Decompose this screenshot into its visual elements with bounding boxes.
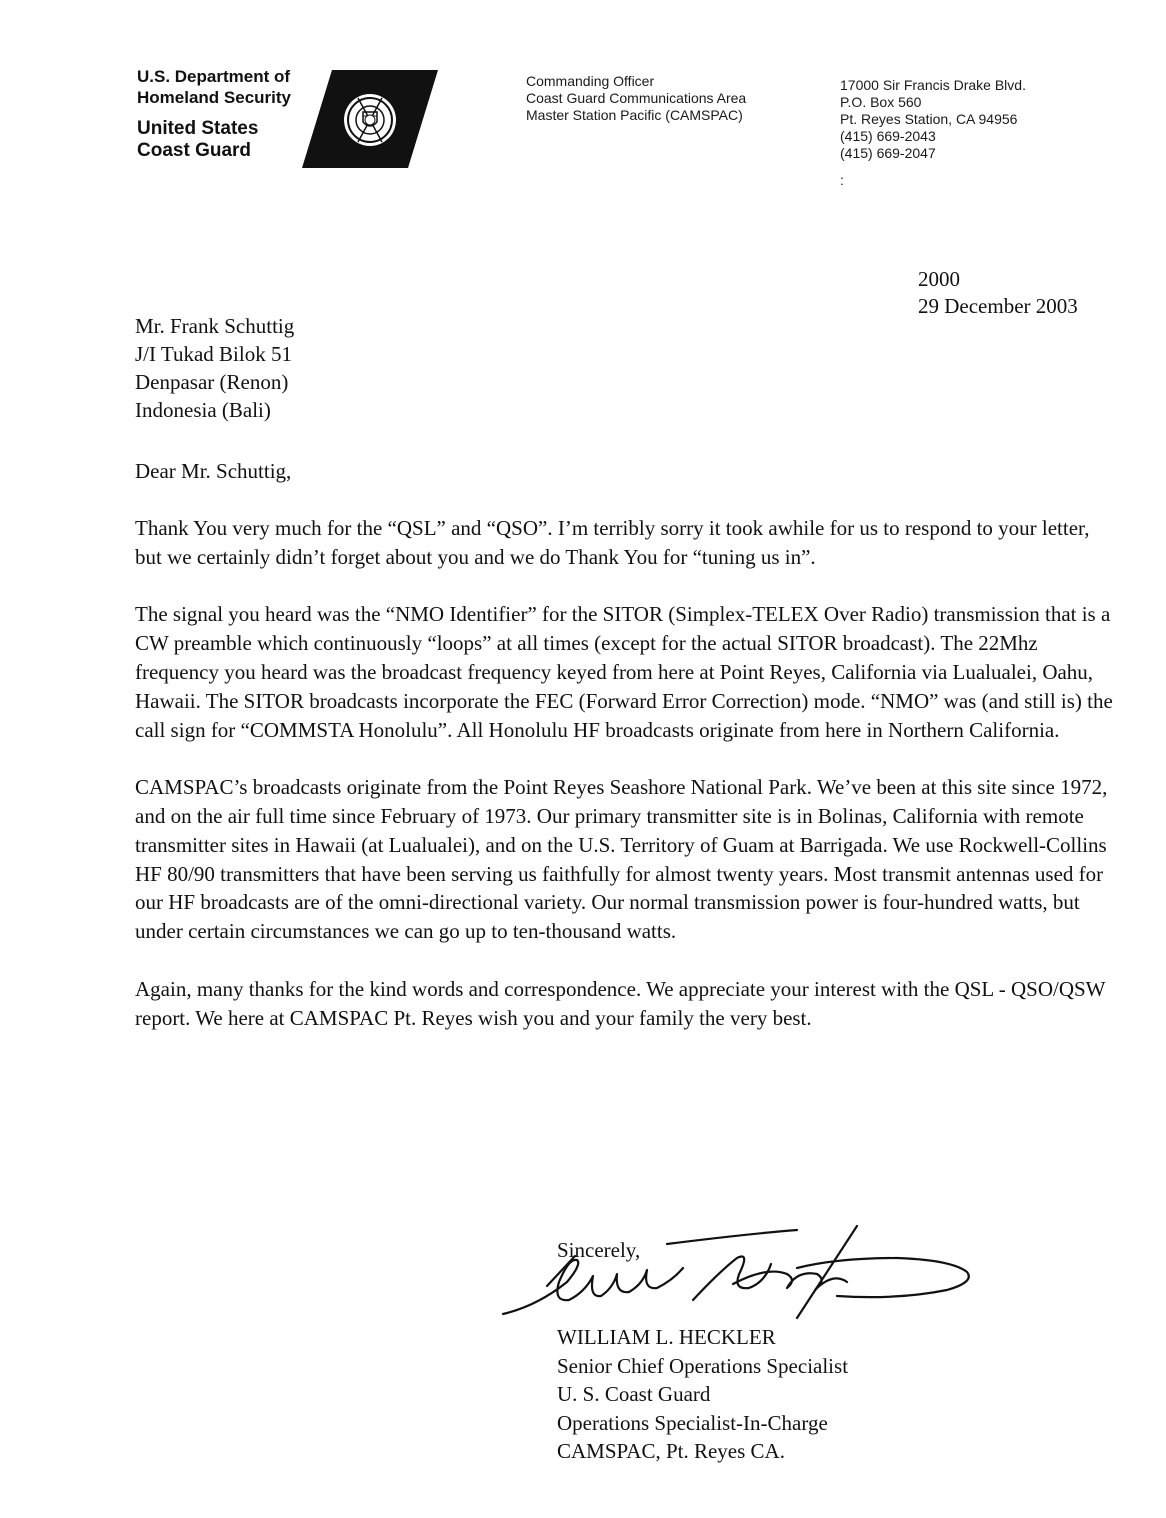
- letter-body: [135, 514, 1120, 1061]
- recipient-line-4: Indonesia (Bali): [135, 398, 271, 422]
- service-line-2: Coast Guard: [137, 140, 252, 161]
- letter-date: 29 December 2003: [918, 294, 1078, 318]
- recipient-line-3: Denpasar (Renon): [135, 370, 289, 394]
- body-paragraph-3: CAMSPAC’s broadcasts originate from the Point Reyes Seashore National Park. We’ve been at this site since 1972, and on the air full time since February of 1973. Our primary transmitter site is in Bolinas, California with remote transmitter sites in Hawaii (at Lualualei), and on the U.S. Territory of Guam at Barrigada. We use Rockwell-Collins HF 80/90 transmitters that have been serving us faithfully for almost twenty years. Most transmit antennas used for our HF broadcasts are of the omni-directional variety. Our normal transmission power is four-hundred watts, but under certain circumstances we can go up to ten-thousand watts.: [135, 775, 1108, 944]
- date-block: [918, 266, 1078, 320]
- recipient-line-1: Mr. Frank Schuttig: [135, 314, 295, 338]
- letterhead-agency: [137, 66, 291, 162]
- department-name: [137, 66, 291, 108]
- body-paragraph-1: Thank You very much for the “QSL” and “QSO”. I’m terribly sorry it took awhile for us to respond to your letter, but we certainly didn’t forget about you and we do Thank You for “tuning us in”.: [135, 516, 1090, 569]
- signer-name: WILLIAM L. HECKLER: [557, 1325, 776, 1349]
- address-line-2: P.O. Box 560: [840, 94, 922, 110]
- coast-guard-emblem-icon: [302, 68, 440, 170]
- reference-number: 2000: [918, 267, 960, 291]
- phone-line-1: (415) 669-2043: [840, 128, 936, 144]
- phone-line-2: (415) 669-2047: [840, 145, 936, 161]
- address-line-1: 17000 Sir Francis Drake Blvd.: [840, 77, 1026, 93]
- signer-title: Senior Chief Operations Specialist: [557, 1353, 849, 1378]
- office-line-3: Master Station Pacific (CAMSPAC): [526, 107, 743, 123]
- handwritten-signature-icon: [497, 1222, 977, 1332]
- signature-block: [557, 1323, 848, 1466]
- address-line-3: Pt. Reyes Station, CA 94956: [840, 111, 1018, 127]
- letterhead-address: [840, 77, 1026, 189]
- service-name: [137, 118, 291, 162]
- department-line-2: Homeland Security: [137, 88, 291, 107]
- stamp-mark: :: [840, 172, 844, 188]
- recipient-line-2: J/I Tukad Bilok 51: [135, 342, 292, 366]
- signer-location: CAMSPAC, Pt. Reyes CA.: [557, 1439, 785, 1463]
- office-line-1: Commanding Officer: [526, 73, 655, 89]
- salutation: Dear Mr. Schuttig,: [135, 459, 292, 483]
- body-paragraph-2: The signal you heard was the “NMO Identifier” for the SITOR (Simplex-TELEX Over Radio) transmission that is a CW preamble which continuously “loops” at all times (except for the actual SITOR broadcast). The 22Mhz frequency you heard was the broadcast frequency keyed from here at Point Reyes, California via Lualualei, Oahu, Hawaii. The SITOR broadcasts incorporate the FEC (Forward Error Correction) mode. “NMO” was (and still is) the call sign for “COMMSTA Honolulu”. All Honolulu HF broadcasts originate from here in Northern California.: [135, 602, 1113, 742]
- office-line-2: Coast Guard Communications Area: [526, 90, 747, 106]
- department-line-1: U.S. Department of: [137, 67, 291, 86]
- letterhead-office: [526, 73, 746, 124]
- closing: Sincerely,: [557, 1238, 641, 1262]
- signer-service: U. S. Coast Guard: [557, 1382, 711, 1406]
- service-line-1: United States: [137, 118, 259, 139]
- body-paragraph-4: Again, many thanks for the kind words and correspondence. We appreciate your interest with the QSL - QSO/QSW report. We here at CAMSPAC Pt. Reyes wish you and your family the very best.: [135, 976, 1106, 1030]
- recipient-address: [135, 312, 294, 424]
- signer-role: Operations Specialist-In-Charge: [557, 1410, 828, 1435]
